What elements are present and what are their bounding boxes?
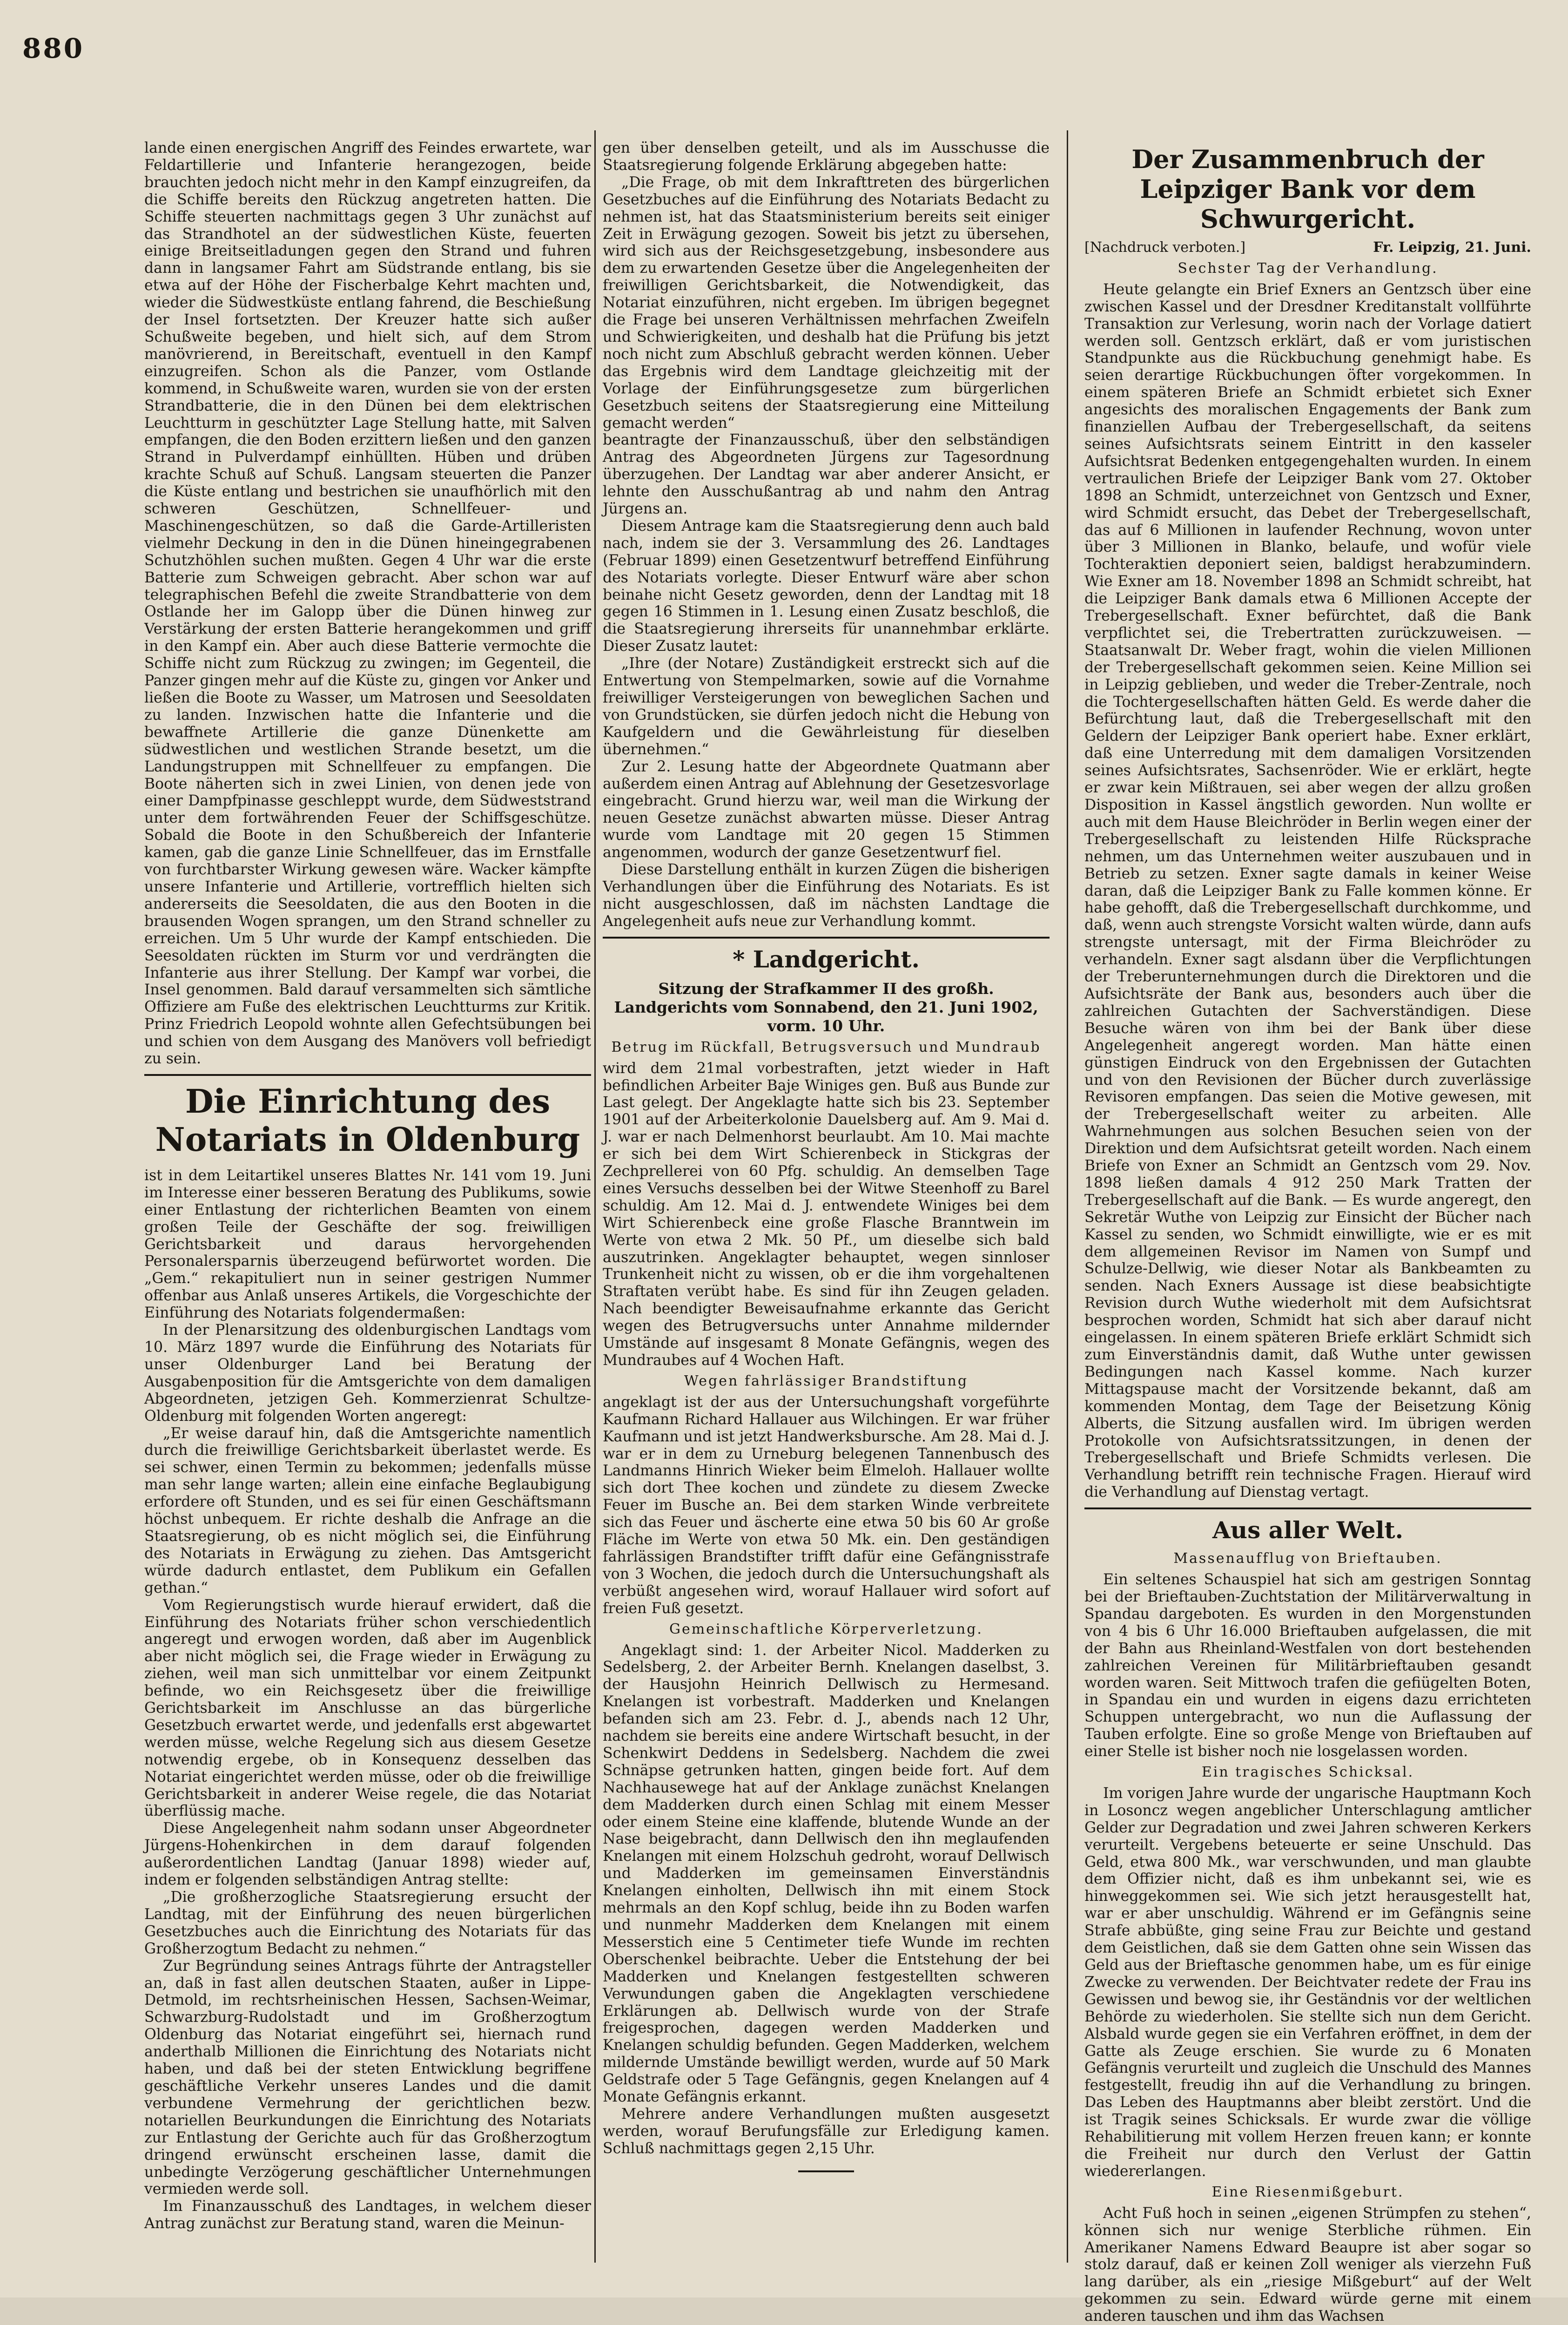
news-text: Ein seltenes Schauspiel hat sich am gestrigen Sonntag bei der Brieftauben-Zuchtstation der Militärverwaltung in Spandau dargeboten. Es wurden in den Morgenstunden von 4 bis 6 Uhr 16.000 Brieftauben aufgelassen, die mit der Bahn aus Rheinland-Westfalen von dort bestehenden zahlreichen Vereinen für Militärbrieftauben gesandt worden waren. Seit Mittwoch trafen die gefiügelten Boten, in Spandau ein und wurden in eigens dazu errichteten Schuppen untergebracht, wo nun die Auflassung der Tauben erfolgte. Eine so große Menge von Brieftauben auf einer Stelle ist bisher noch nie losgelassen worden.	[1084, 1571, 1531, 1760]
case-heading: Betrug im Rückfall, Betrugsversuch und Mundraub	[611, 1039, 1041, 1055]
end-rule	[798, 2170, 854, 2172]
aus-aller-welt-headline: Aus aller Welt.	[1212, 1516, 1404, 1544]
case-text: Angeklagt sind: 1. der Arbeiter Nicol. Madderken zu Sedelsberg, 2. der Arbeiter Bernh. Knelangen daselbst, 3. der Hausjohn Heinrich Dellwisch zu Hermesand. Knelangen ist vorbestraft. Madderken und Knelangen befanden sich am 23. Febr. d. J., abends nach 12 Uhr, nachdem sie bereits eine andere Wirtschaft besucht, in der Schenkwirt Deddens in Sedelsberg. Nachdem die zwei Schnäpse getrunken hatten, gingen beide fort. Auf dem Nachhausewege hat auf der Anklage zunächst Knelangen dem Madderken durch einen Schlag mit einem Messer oder einem Steine eine klaffende, blutende Wunde an der Nase beigebracht, dann Dellwisch den ihn meglaufenden Knelangen mit einem Holzschuh gedroht, worauf Dellwisch und Madderken im gemeinsamen Einverständnis Knelangen einholten, Dellwisch ihn mit einem Stock mehrmals an den Kopf schlug, beide ihn zu Boden warfen und nunmehr Madderken dem Knelangen mit einem Messerstich eine 5 Centimeter tiefe Wunde im rechten Oberschenkel beibrachte. Ueber die Entstehung der bei Madderken und Knelangen festgestellten schweren Verwundungen gaben die Angeklagten verschiedene Erklärungen ab. Dellwisch wurde von der Strafe freigesprochen, dagegen werden Madderken und Knelangen schuldig befunden. Gegen Madderken, welchem mildernde Umstände bewilligt werden, wurde auf 50 Mark Geldstrafe oder 5 Tage Gefängnis, gegen Knelangen auf 4 Monate Gefängnis erkannt.	[603, 1642, 1050, 2106]
case-text: angeklagt ist der aus der Untersuchungshaft vorgeführte Kaufmann Richard Hallauer aus Wilchingen. Er war früher Kaufmann und ist jetzt Handwerksbursche. Am 28. Mai d. J. war er in dem zu Urneburg belegenen Tannenbusch des Landmanns Hinrich Wieker beim Elmeloh. Hallauer wollte sich dort Thee kochen und zündete zu diesem Zwecke Feuer im Busche an. Bei dem starken Winde verbreitete sich das Feuer und äscherte eine etwa 50 bis 60 Ar große Fläche im Werte von etwa 50 Mk. ein. Den geständigen fahrlässigen Brandstifter trifft dafür eine Gefängnisstrafe von 3 Wochen, die jedoch durch die Untersuchungshaft als verbüßt angesehen wird, worauf Hallauer wird sofort auf freien Fuß gesetzt.	[603, 1393, 1050, 1617]
news-heading: Massenaufflug von Brieftauben.	[1173, 1550, 1442, 1567]
notariat-paragraph: Im Finanzausschuß des Landtages, in welchem dieser Antrag zunächst zur Beratung stand, waren die Meinun-	[144, 2198, 591, 2232]
notariat-paragraph: Diese Angelegenheit nahm sodann unser Abgeordneter Jürgens-Hohenkirchen in dem darauf folgenden außerordentlichen Landtag (Januar 1898) wieder auf, indem er folgenden selbständigen Antrag stellte:	[144, 1820, 591, 1889]
news-heading: Ein tragisches Schicksal.	[1201, 1764, 1414, 1781]
section-divider	[1084, 1507, 1531, 1509]
dateline-place: Fr. Leipzig, 21. Juni.	[1373, 239, 1531, 256]
landgericht-headline: * Landgericht.	[733, 945, 920, 973]
case-text: wird dem 21mal vorbestraften, jetzt wieder in Haft befindlichen Arbeiter Baje Winiges gen. Buß aus Bunde zur Last gelegt. Der Angeklagte hatte sich bis 23. September 1901 auf der Arbeiterkolonie Dauelsberg auf. Am 9. Mai d. J. war er nach Delmenhorst beurlaubt. Am 10. Mai machte er sich bei dem Wirt Schierenbeck in Stickgras der Zechprellerei von 60 Pfg. schuldig. An demselben Tage eines Versuchs desselben bei der Witwe Steenhoff zu Barel schuldig. Am 12. Mai d. J. entwendete Winiges bei dem Wirt Schierenbeck eine große Flasche Branntwein im Werte von etwa 2 Mk. 50 Pf., um dieselbe sich bald auszutrinken. Angeklagter behauptet, wegen sinnloser Trunkenheit nicht zu wissen, ob er die ihm vorgehaltenen Straftaten verübt habe. Es sind für ihn Zeugen geladen. Nach beendigter Beweisaufnahme erkannte das Gericht wegen des Betrugversuchs unter Annahme mildernder Umstände auf insgesamt 8 Monate Gefängnis, wegen des Mundraubes auf 4 Wochen Haft.	[603, 1060, 1050, 1369]
notariat-continued: gen über denselben geteilt, und als im Ausschusse die Staatsregierung folgende Erklärung abgegeben hatte:	[603, 140, 1050, 174]
case-heading: Gemeinschaftliche Körperverletzung.	[669, 1621, 983, 1637]
notariat-quote: „Ihre (der Notare) Zuständigkeit erstreckt sich auf die Entwertung von Stempelmarken, sowie auf die Vornahme freiwilliger Versteigerungen von beweglichen Sachen und von Grundstücken, sie dürfen jedoch nicht die Hebung von Kaufgeldern und die Gewährleistung für dieselben übernehmen.“	[603, 655, 1050, 758]
notariat-paragraph: Vom Regierungstisch wurde hierauf erwidert, daß die Einführung des Notariats früher schon verschiedentlich angeregt und erwogen worden, daß aber im Augenblick aber nicht möglich sei, die Frage wieder in Erwägung zu ziehen, weil man sich unmittelbar vor einem Zeitpunkt befinde, wo ein Reichsgesetz über die freiwillige Gerichtsbarkeit im Anschlusse an das bürgerliche Gesetzbuch erwartet werde, und jedenfalls erst abgewartet werden müsse, welche Regelung sich aus diesem Gesetze notwendig ergebe, ob in Konsequenz desselben das Notariat eingerichtet werden müsse, oder ob die freiwillige Gerichtsbarkeit in anderer Weise regele, die das Notariat überflüssig mache.	[144, 1596, 591, 1820]
column-2	[603, 140, 1050, 2185]
dateline	[1084, 239, 1531, 257]
notariat-paragraph: beantragte der Finanzausschuß, über den selbständigen Antrag des Abgeordneten Jürgens zur Tagesordnung überzugehen. Der Landtag war aber anderer Ansicht, er lehnte den Ausschußantrag ab und nahm den Antrag Jürgens an.	[603, 432, 1050, 518]
reprint-notice: [Nachdruck verboten.]	[1084, 239, 1246, 256]
column-rule	[1067, 130, 1068, 2263]
page-number: 880	[22, 33, 85, 64]
bank-headline: Der Zusammenbruch der Leipziger Bank vor dem Schwurgericht.	[1131, 144, 1484, 234]
notariat-paragraph: In der Plenarsitzung des oldenburgischen Landtags vom 10. März 1897 wurde die Einführung des Notariats für unser Oldenburger Land bei Beratung der Ausgabenposition für die Amtsgerichte von dem damaligen Abgeordneten, jetzigen Geh. Kommerzienrat Schultze-Oldenburg mit folgenden Worten angeregt:	[144, 1322, 591, 1425]
notariat-paragraph: ist in dem Leitartikel unseres Blattes Nr. 141 vom 19. Juni im Interesse einer besseren Beratung des Publikums, sowie einer Entlastung der richterlichen Beamten von einem großen Teile der Geschäfte der sog. freiwilligen Gerichtsbarkeit und daraus hervorgehenden Personalersparnis überzeugend befürwortet worden. Die „Gem.“ rekapituliert nun in seiner gestrigen Nummer offenbar aus Anlaß unseres Artikels, die Vorgeschichte der Einführung des Notariats folgendermaßen:	[144, 1167, 591, 1322]
case-heading: Wegen fahrlässiger Brandstiftung	[684, 1372, 969, 1389]
manoever-article: lande einen energischen Angriff des Feindes erwartete, war Feldartillerie und Infanterie herangezogen, beide brauchten jedoch nicht mehr in den Kampf einzugreifen, da die Schiffe bereits den Rückzug angetreten hatten. Die Schiffe steuerten nachmittags gegen 3 Uhr zunächst auf das Strandhotel an der südwestlichen Küste, feuerten einige Breitseitladungen gegen den Strand und fuhren dann in langsamer Fahrt am Südstrande entlang, bis sie etwa auf der Höhe der Fischerbalge Kehrt machten und, wieder die Südwestküste entlang fahrend, die Beschießung der Insel fortsetzten. Der Kreuzer hatte sich außer Schußweite begeben, und hielt sich, auf dem Strom manövrierend, in Bereitschaft, eventuell in den Kampf einzugreifen. Schon als die Panzer, vom Ostlande kommend, in Schußweite waren, wurden sie von der ersten Strandbatterie, die in den Dünen bei dem elektrischen Leuchtturm in geschützter Lage Stellung hatte, mit Salven empfangen, die den Boden erzittern ließen und den ganzen Strand in Pulverdampf einhüllten. Hüben und drüben krachte Schuß auf Schuß. Langsam steuerten die Panzer die Küste entlang und bestrichen sie unaufhörlich mit den schweren Geschützen, Schnellfeuer- und Maschinengeschützen, so daß die Garde-Artilleristen vielmehr Deckung in den in die Dünen hineingegrabenen Schutzhöhlen suchen mußten. Gegen 4 Uhr war die erste Batterie zum Schweigen gebracht. Aber schon war auf telegraphischen Befehl die zweite Strandbatterie von dem Ostlande her im Galopp über die Dünen hinweg zur Verstärkung der ersten Batterie herangekommen und griff in den Kampf ein. Aber auch diese Batterie vermochte die Schiffe nicht zum Rückzug zu zwingen; im Gegenteil, die Panzer gingen mehr auf die Küste zu, gingen vor Anker und ließen die Boote zu Wasser, um Matrosen und Seesoldaten zu landen. Inzwischen hatte die Infanterie und die bewaffnete Artillerie die ganze Dünenkette am südwestlichen und westlichen Strande besetzt, um die Landungstruppen mit Schnellfeuer zu empfangen. Die Boote näherten sich in zwei Linien, von denen jede von einer Dampfpinasse geschleppt wurde, dem Südweststrand unter dem fortwährenden Feuer der Schiffsgeschütze. Sobald die Boote in den Schußbereich der Infanterie kamen, gab die ganze Linie Schnellfeuer, das im Ernstfalle von furchtbarster Wirkung gewesen wäre. Wacker kämpfte unsere Infanterie und Artillerie, vortrefflich hielten sich andererseits die Seesoldaten, die aus den Booten in die brausenden Wogen sprangen, um den Strand schneller zu erreichen. Um 5 Uhr wurde der Kampf entschieden. Die Seesoldaten rückten im Sturm vor und verdrängten die Infanterie aus ihrer Stellung. Der Kampf war vorbei, die Insel genommen. Bald darauf versammelten sich sämtliche Offiziere am Fuße des elektrischen Leuchtturms zur Kritik. Prinz Friedrich Leopold wohnte allen Gefechtsübungen bei und schien von dem Ausgang des Manövers voll befriedigt zu sein.	[144, 140, 591, 1068]
case-text: Mehrere andere Verhandlungen mußten ausgesetzt werden, worauf Berufungsfälle zur Erledigung kamen. Schluß nachmittags gegen 2,15 Uhr.	[603, 2105, 1050, 2157]
notariat-headline: Die Einrichtung des Notariats in Oldenburg	[155, 1081, 580, 1159]
landgericht-subtitle: Sitzung der Strafkammer II des großh. Landgerichts vom Sonnabend, den 21. Juni 1902, vorm. 10 Uhr.	[614, 979, 1038, 1035]
news-text: Im vorigen Jahre wurde der ungarische Hauptmann Koch in Losoncz wegen angeblicher Unterschlagung amtlicher Gelder zur Degradation und zwei Jahren schweren Kerkers verurteilt. Vergebens beteuerte er seine Unschuld. Das Geld, etwa 800 Mk., war verschwunden, und man glaubte dem Offizier nicht, daß es ihm unbekannt sei, wie es hinweggekommen sei. Wie sich jetzt herausgestellt hat, war er aber unschuldig. Während er im Gefängnis seine Strafe abbüßte, ging seine Frau zur Beichte und gestand dem Geistlichen, daß sie dem Gatten ohne sein Wissen das Geld aus der Brieftasche genommen habe, um es für einige Zwecke zu verwenden. Der Beichtvater redete der Frau ins Gewissen und bewog sie, ihr Geständnis vor der weltlichen Behörde zu wiederholen. Sie stellte sich nun dem Gericht. Alsbald wurde gegen sie ein Verfahren eröffnet, in dem der Gatte als Zeuge erschien. Sie wurde zu 6 Monaten Gefängnis verurteilt und zugleich die Unschuld des Mannes festgestellt, freudig ihn auf die Verhandlung zu bringen. Das Leben des Hauptmanns aber bleibt zerstört. Und die ist Tragik seines Schicksals. Er wurde zwar die völlige Rehabilitierung mit vollem Herzen freuen kann; er konnte die Freiheit nur durch den Verlust der Gattin wiedererlangen.	[1084, 1784, 1531, 2180]
column-1	[144, 140, 591, 2232]
news-text: Acht Fuß hoch in seinen „eigenen Strümpfen zu stehen“, können sich nur wenige Sterbliche rühmen. Ein Amerikaner Namens Edward Beaupre ist aber sogar so stolz darauf, daß er keinen Zoll weniger als vierzehn Fuß lang darüber, als ein „riesige Mißgeburt“ auf der Welt gekommen zu sein. Edward würde gerne mit einem anderen tauschen und ihm das Wachsen	[1084, 2204, 1531, 2325]
notariat-paragraph: Zur Begründung seines Antrags führte der Antragsteller an, daß in fast allen deutschen Staaten, außer in Lippe-Detmold, im rechtsrheinischen Hessen, Sachsen-Weimar, Schwarzburg-Rudolstadt und im Großherzogtum Oldenburg das Notariat eingeführt sei, hiernach rund anderthalb Millionen die Einrichtung des Notariats nicht haben, und daß bei der steten Entwicklung begriffene geschäftliche Verkehr unseres Landes und die damit verbundene Vermehrung der gerichtlichen bezw. notariellen Beurkundungen die Einrichtung des Notariats zur Entlastung der Gerichte auch für das Großherzogtum dringend erwünscht erscheinen lasse, damit die unbedingte Verzögerung geschäftlicher Unternehmungen vermieden werde soll.	[144, 1957, 591, 2198]
notariat-paragraph: Diese Darstellung enthält in kurzen Zügen die bisherigen Verhandlungen über die Einführung des Notariats. Es ist nicht ausgeschlossen, daß im nächsten Landtage die Angelegenheit aufs neue zur Verhandlung kommt.	[603, 861, 1050, 930]
notariat-paragraph: Diesem Antrage kam die Staatsregierung denn auch bald nach, indem sie der 3. Versammlung des 26. Landtages (Februar 1899) einen Gesetzentwurf betreffend Einführung des Notariats vorlegte. Dieser Entwurf wäre aber schon beinahe nicht Gesetz geworden, denn der Landtag mit 18 gegen 16 Stimmen in 1. Lesung einen Zusatz beschloß, die die Staatsregierung ihrerseits für unannehmbar erklärte. Dieser Zusatz lautet:	[603, 517, 1050, 655]
bank-article: Heute gelangte ein Brief Exners an Gentzsch über eine zwischen Kassel und der Dresdner Kreditanstalt vollführte Transaktion zur Verlesung, worin nach der Vorlage datiert werden soll. Gentzsch erklärt, daß er vom juristischen Standpunkte aus die Rückbuchung genehmigt habe. Es seien derartige Rückbuchungen öfter vorgekommen. In einem späteren Briefe an Schmidt erbietet sich Exner angesichts des moralischen Engagements der Bank zum finanziellen Aufbau der Trebergesellschaft, da seitens seines Aufsichtsrats seinem Eintritt in den kasseler Aufsichtsrat Bedenken entgegengehalten wurden. In einem vertraulichen Briefe der Leipziger Bank vom 27. Oktober 1898 an Schmidt, unterzeichnet von Gentzsch und Exner, wird Schmidt ersucht, das Debet der Trebergesellschaft, das auf 6 Millionen in laufender Rechnung, wovon unter über 3 Millionen in Blanko, belaufe, und wofür viele Tochteraktien deponiert seien, baldigst herabzumindern. Wie Exner am 18. November 1898 an Schmidt schreibt, hat die Leipziger Bank damals etwa 6 Millionen Accepte der Trebergesellschaft. Exner befürchtet, daß die Bank verpflichtet sei, die Trebertratten zurückzuweisen. — Staatsanwalt Dr. Weber fragt, wohin die vielen Millionen der Trebergesellschaft gekommen seien. Keine Million sei in Leipzig geblieben, und weder die Treber-Zentrale, noch die Tochtergesellschaften hätten Geld. Es werde daher die Befürchtung laut, daß die Trebergesellschaft mit den Geldern der Leipziger Bank operiert habe. Exner erklärt, daß eine Unterredung mit dem damaligen Vorsitzenden seines Aufsichtsrates, Sachsenröder. Wie er erklärt, hegte er zwar kein Mißtrauen, sei aber wegen der allzu großen Disposition in Kassel ängstlich geworden. Nun wollte er auch mit dem Hause Bleichröder in Berlin wegen einer der Trebergesellschaft zu leistenden Hilfe Rücksprache nehmen, um das Unternehmen weiter auszubauen und in Betrieb zu setzen. Exner sagte damals in keiner Weise daran, daß die Leipziger Bank zu Falle kommen könne. Er habe gehofft, daß die Trebergesellschaft durchkomme, und daß, wenn auch strengste Vorsicht walten würde, dann aufs strengste untersagt, mit der Firma Bleichröder zu verhandeln. Exner sagt alsdann über die Verpflichtungen der Treberunternehmungen durch die Direktoren und die Aufsichtsräte der Bank aus, besonders auch über die zahlreichen Gutachten der Sachverständigen. Diese Besuche wären von ihm bei der Bank über diese Angelegenheit angeregt worden. Man hätte einen günstigen Eindruck von den Ergebnissen der Gutachten und von den Revisionen der Bücher durch zuverlässige Revisoren empfangen. Das seien die Motive gewesen, mit der Trebergesellschaft weiter zu arbeiten. Alle Wahrnehmungen aus solchen Besuchen seien von der Direktion und dem Aufsichtsrat geteilt worden. Nach einem Briefe von Exner an Schmidt an Gentzsch vom 29. Nov. 1898 ließen damals 4 912 250 Mark Tratten der Trebergesellschaft auf die Bank. — Es wurde angeregt, den Sekretär Wuthe von Leipzig zur Einsicht der Bücher nach Kassel zu senden, wo Schmidt einwilligte, wie er es mit dem allgemeinen Revisor im Namen von Sumpf und Schulze-Dellwig, wie dieser Notar als Bankbeamten zu senden. Nach Exners Aussage ist diese beabsichtigte Revision durch Wuthe wiederholt mit dem Aufsichtsrat besprochen worden, Schmidt hat sich aber darauf nicht eingelassen. In einem späteren Briefe erklärt Schmidt sich zum Einverständnis damit, daß Wuthe unter gewissen Bedingungen nach Kassel komme. Nach kurzer Mittagspause macht der Vorsitzende bekannt, daß am kommenden Montag, dem Tage der Beisetzung König Alberts, die Sitzung ausfallen wird. Im übrigen werden Protokolle von Aufsichtsratssitzungen, in denen der Trebergesellschaft und Briefe Schmidts verlesen. Die Verhandlung betrifft rein technische Fragen. Hierauf wird die Verhandlung auf Dienstag vertagt.	[1084, 281, 1531, 1501]
section-divider	[603, 937, 1050, 939]
column-rule	[594, 130, 596, 2263]
notariat-paragraph: Zur 2. Lesung hatte der Abgeordnete Quatmann aber außerdem einen Antrag auf Ablehnung der Gesetzesvorlage eingebracht. Grund hierzu war, weil man die Wirkung der neuen Gesetze zunächst abwarten müsse. Dieser Antrag wurde vom Landtage mit 20 gegen 15 Stimmen angenommen, wodurch der ganze Gesetzentwurf fiel.	[603, 758, 1050, 861]
notariat-quote: „Er weise darauf hin, daß die Amtsgerichte namentlich durch die freiwillige Gerichtsbarkeit überlastet werde. Es sei schwer, einen Termin zu bekommen; jedenfalls müsse man sehr lange warten; allein eine einfache Beglaubigung erfordere oft Stunden, und es sei für einen Geschäftsmann höchst unbequem. Er richte deshalb die Anfrage an die Staatsregierung, ob es nicht möglich sei, die Einführung des Notariats in Erwägung zu ziehen. Das Amtsgericht würde dadurch entlastet, dem Publikum ein Gefallen gethan.“	[144, 1425, 591, 1596]
notariat-quote: „Die Frage, ob mit dem Inkrafttreten des bürgerlichen Gesetzbuches auf die Einführung des Notariats Bedacht zu nehmen ist, hat das Staatsministerium bereits seit einiger Zeit in Erwägung gezogen. Soweit bis jetzt zu übersehen, wird sich aus der Reichsgesetzgebung, insbesondere aus dem zu erwartenden Gesetze über die Angelegenheiten der freiwilligen Gerichtsbarkeit, die Notwendigkeit, das Notariat einzuführen, nicht ergeben. Im übrigen begegnet die Frage bei unseren Verhältnissen mehrfachen Zweifeln und Schwierigkeiten, und deshalb hat die Prüfung bis jetzt noch nicht zum Abschluß gebracht werden können. Ueber das Ergebnis wird dem Landtage gleichzeitig mit der Vorlage der Einführungsgesetze zum bürgerlichen Gesetzbuch seitens der Staatsregierung eine Mitteilung gemacht werden“	[603, 174, 1050, 432]
day-heading: Sechster Tag der Verhandlung.	[1178, 260, 1438, 277]
news-heading: Eine Riesenmißgeburt.	[1211, 2183, 1404, 2200]
column-3	[1084, 140, 1531, 2325]
section-divider	[144, 1074, 591, 1076]
notariat-quote: „Die großherzogliche Staatsregierung ersucht der Landtag, mit der Einführung des neuen bürgerlichen Gesetzbuches auch die Einrichtung des Notariats für das Großherzogtum Bedacht zu nehmen.“	[144, 1889, 591, 1957]
